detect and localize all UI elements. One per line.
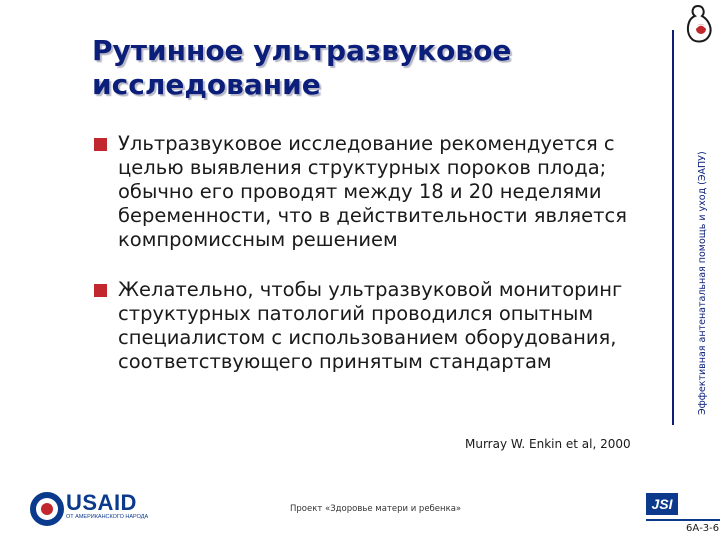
bullet-square-icon <box>94 284 107 297</box>
vertical-divider <box>672 30 674 425</box>
bullet-text: Ультразвуковое исследование рекомендуется с целью выявления структурных пороков плода; обычно его проводят между 18 и 20 неделями беременности, что в действительности является компромиссным решением <box>118 132 627 251</box>
mother-child-logo-icon <box>683 4 713 44</box>
usaid-seal-icon <box>30 492 64 526</box>
side-label: Эффективная антенатальная помощь и уход (ЭАПУ) <box>697 151 708 415</box>
bullet-square-icon <box>94 138 107 151</box>
usaid-logo <box>30 492 160 524</box>
usaid-wordmark: USAID <box>66 490 137 515</box>
project-name: Проект «Здоровье матери и ребенка» <box>290 504 462 514</box>
bullet-item <box>94 278 664 374</box>
bullet-list <box>94 132 664 400</box>
bullet-text: Желательно, чтобы ультразвуковой мониторинг структурных патологий проводился опытным специалистом с использованием оборудования, соответствующего принятым стандартам <box>118 278 623 373</box>
slide-number: 6А-3-6 <box>686 523 720 534</box>
slide-title: Рутинное ультразвуковое исследование <box>92 34 512 101</box>
jsi-logo-icon: JSI <box>646 493 678 515</box>
footer-line <box>646 519 720 521</box>
citation: Murray W. Enkin et al, 2000 <box>465 437 631 451</box>
bullet-item <box>94 132 664 252</box>
usaid-tagline: ОТ АМЕРИКАНСКОГО НАРОДА <box>66 514 149 520</box>
